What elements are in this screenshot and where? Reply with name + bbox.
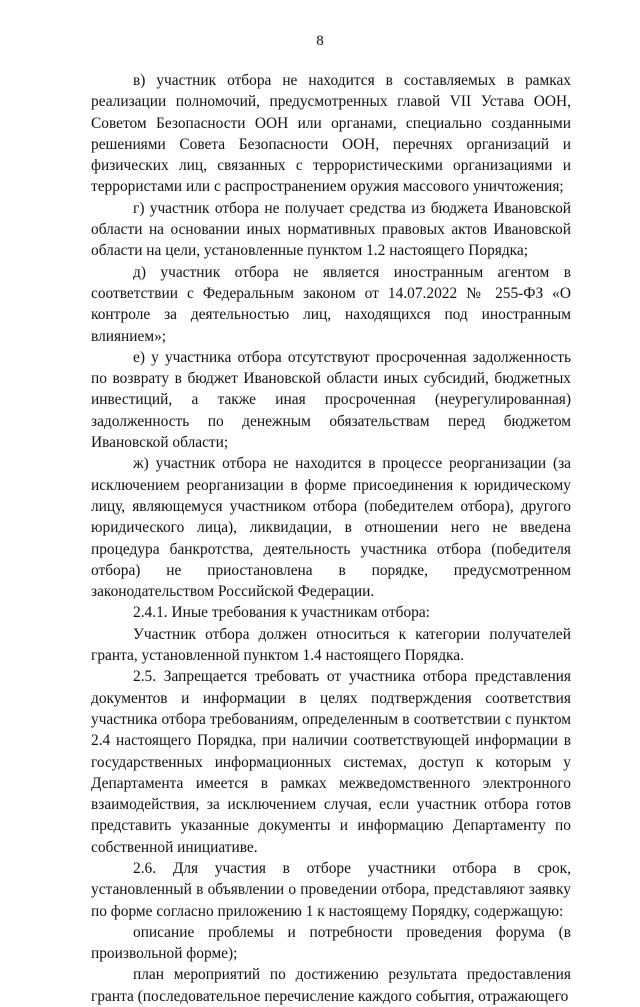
paragraph-item-v: в) участник отбора не находится в составляемых в рамках реализации полномочий, предусмотренных главой VII Устава ООН, Советом Безопасности ООН или органами, специально созданными решениями Совета Безопасности ООН, перечнях организаций и физических лиц, связанных с террористическими организациями и террористами или с распространением оружия массового уничтожения;: [91, 72, 571, 196]
paragraph-item-d: д) участник отбора не является иностранным агентом в соответствии с Федеральным законом от 14.07.2022 № 255-ФЗ «О контроле за деятельностью лиц, находящихся под иностранным влиянием»;: [91, 263, 571, 345]
paragraph-2-5: 2.5. Запрещается требовать от участника отбора представления документов и информации в целях подтверждения соответствия участника отбора требованиям, определенным в соответствии с пунктом 2.4 настоящего Порядка, при наличии соответствующей информации в государственных информационных системах, доступ к которым у Департамента имеется в рамках межведомственного электронного взаимодействия, за исключением случая, если участник отбора готов представить указанные документы и информацию Департаменту по собственной инициативе.: [91, 668, 571, 856]
paragraph-item-g: г) участник отбора не получает средства из бюджета Ивановской области на основании иных нормативных правовых актов Ивановской области на цели, установленные пунктом 1.2 настоящего Порядка;: [91, 199, 571, 260]
paragraph-2-4-1-heading: 2.4.1. Иные требования к участникам отбора:: [133, 604, 430, 622]
paragraph-2-6: 2.6. Для участия в отборе участники отбора в срок, установленный в объявлении о проведении отбора, представляют заявку по форме согласно приложению 1 к настоящему Порядку, содержащую:: [91, 859, 571, 920]
paragraph-item-e: е) у участника отбора отсутствуют просроченная задолженность по возврату в бюджет Ивановской области иных субсидий, бюджетных инвестиций, а также иная просроченная (неурегулированная) задолженность по денежным обязательствам перед бюджетом Ивановской области;: [91, 348, 571, 452]
paragraph-activity-plan: план мероприятий по достижению результата предоставления гранта (последовательное перечисление каждого события, отражающего: [91, 966, 571, 1005]
paragraph-item-zh: ж) участник отбора не находится в процессе реорганизации (за исключением реорганизации в форме присоединения к юридическому лицу, являющемуся участником отбора (победителем отбора), другого юридического лица), ликвидации, в отношении него не введена процедура банкротства, деятельность участника отбора (победителя отбора) не приостановлена в порядке, предусмотренном законодательством Российской Федерации.: [91, 455, 571, 601]
page-number: 8: [316, 33, 324, 49]
paragraph-problem-description: описание проблемы и потребности проведения форума (в произвольной форме);: [91, 923, 571, 963]
paragraph-2-4-1-text: Участник отбора должен относиться к категории получателей гранта, установленной пунктом 1.4 настоящего Порядка.: [91, 625, 571, 665]
document-body: [91, 70, 571, 1007]
